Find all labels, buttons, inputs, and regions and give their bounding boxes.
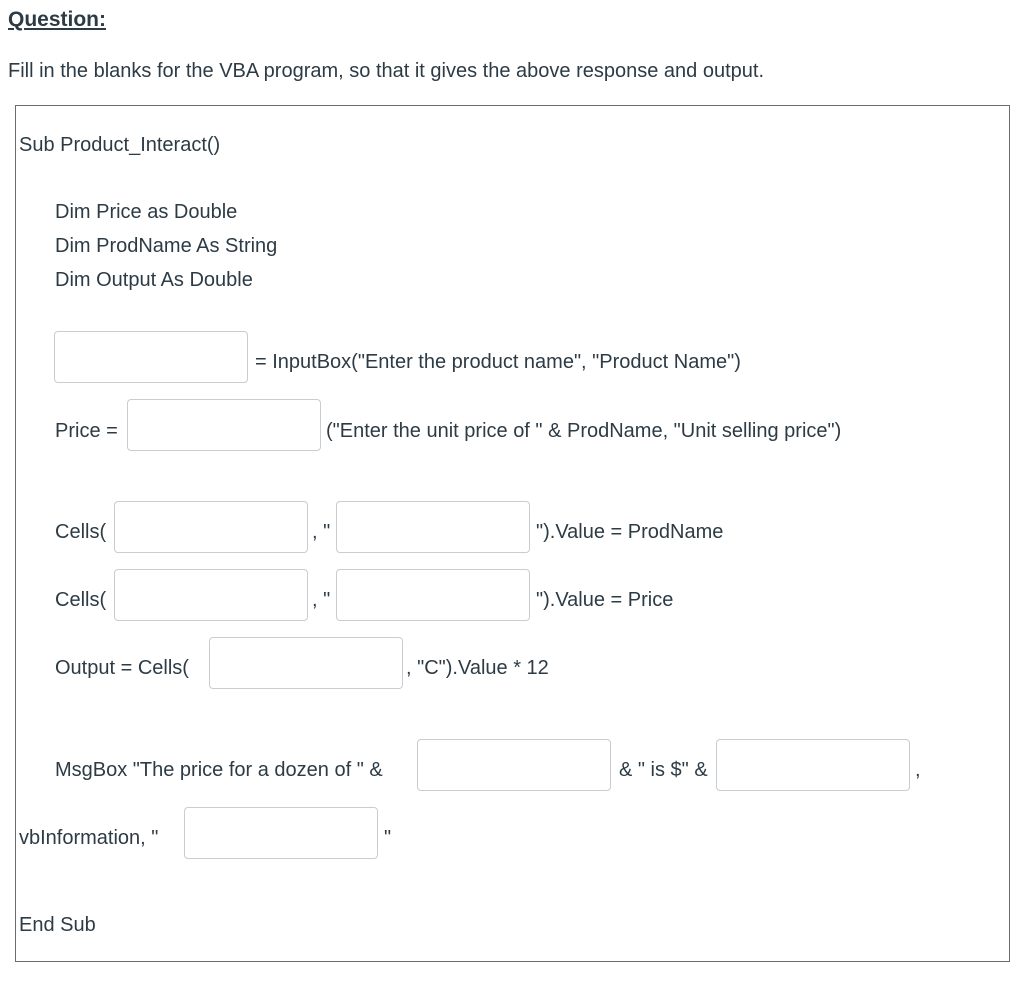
- blank-msgbox-title[interactable]: [184, 807, 378, 859]
- blank-output-row[interactable]: [209, 637, 403, 689]
- vbinformation-prefix: vbInformation, ": [19, 827, 159, 849]
- msgbox-comma: ,: [915, 759, 921, 781]
- dim-output-line: Dim Output As Double: [55, 269, 253, 291]
- cells1-value-prodname: ").Value = ProdName: [536, 521, 724, 543]
- inputbox-name-line: = InputBox("Enter the product name", "Product Name"): [255, 351, 741, 373]
- question-instruction: Fill in the blanks for the VBA program, so that it gives the above response and output.: [8, 60, 764, 82]
- inputbox-price-line: ("Enter the unit price of " & ProdName, "Unit selling price"): [326, 420, 842, 442]
- sub-end-line: End Sub: [19, 914, 96, 936]
- cells-mid-1: , ": [312, 521, 331, 543]
- msgbox-mid: & " is $" &: [619, 759, 708, 781]
- cells2-value-price: ").Value = Price: [536, 589, 674, 611]
- blank-msgbox-output[interactable]: [716, 739, 910, 791]
- vbinformation-close-quote: ": [384, 827, 392, 849]
- price-assign-label: Price =: [55, 420, 118, 442]
- blank-cells2-row[interactable]: [114, 569, 308, 621]
- question-heading: Question:: [8, 8, 106, 31]
- blank-cells2-column[interactable]: [336, 569, 530, 621]
- cells-open-1: Cells(: [55, 521, 107, 543]
- output-value-expr: , "C").Value * 12: [406, 657, 549, 679]
- blank-price-function[interactable]: [127, 399, 321, 451]
- sub-start-line: Sub Product_Interact(): [19, 134, 221, 156]
- blank-cells1-row[interactable]: [114, 501, 308, 553]
- cells-mid-2: , ": [312, 589, 331, 611]
- dim-prodname-line: Dim ProdName As String: [55, 235, 278, 257]
- blank-cells1-column[interactable]: [336, 501, 530, 553]
- dim-price-line: Dim Price as Double: [55, 201, 238, 223]
- blank-prodname-assign[interactable]: [54, 331, 248, 383]
- output-assign-label: Output = Cells(: [55, 657, 189, 679]
- cells-open-2: Cells(: [55, 589, 107, 611]
- blank-msgbox-product[interactable]: [417, 739, 611, 791]
- msgbox-prefix: MsgBox "The price for a dozen of " &: [55, 759, 383, 781]
